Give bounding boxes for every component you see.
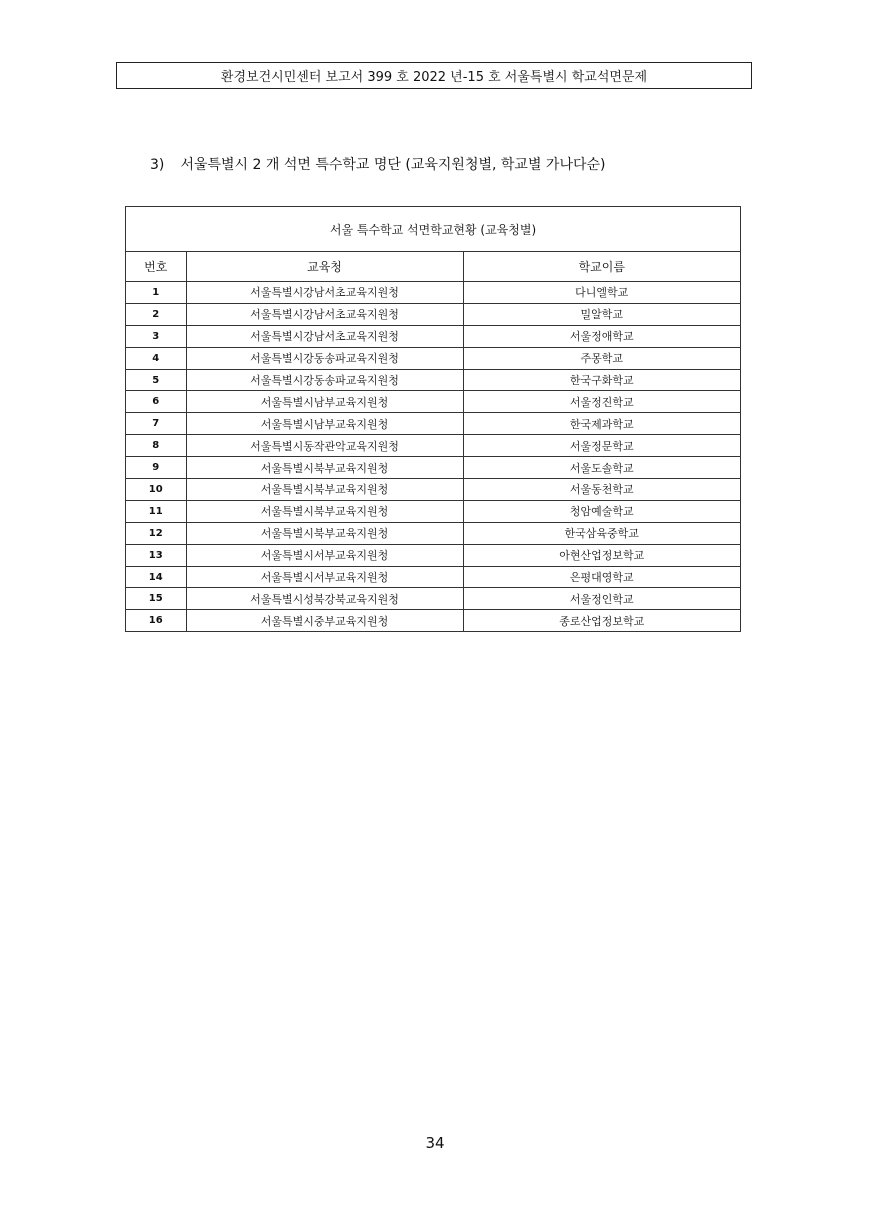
row-office: 서울특별시중부교육지원청 [186, 610, 463, 631]
row-number: 13 [126, 544, 186, 566]
row-school: 다니엘학교 [463, 282, 740, 304]
row-school: 은평대영학교 [463, 566, 740, 588]
column-header-school: 학교이름 [463, 252, 740, 282]
row-number: 4 [126, 347, 186, 369]
row-school: 종로산업정보학교 [463, 610, 740, 631]
row-school: 서울정인학교 [463, 588, 740, 610]
table-title: 서울 특수학교 석면학교현황 (교육청별) [126, 207, 740, 252]
row-number: 9 [126, 457, 186, 479]
table-row [126, 391, 740, 413]
row-office: 서울특별시북부교육지원청 [186, 457, 463, 479]
row-office: 서울특별시서부교육지원청 [186, 544, 463, 566]
row-office: 서울특별시북부교육지원청 [186, 479, 463, 501]
row-school: 한국구화학교 [463, 369, 740, 391]
table-row [126, 369, 740, 391]
row-office: 서울특별시북부교육지원청 [186, 500, 463, 522]
section-heading [150, 154, 605, 174]
table-row [126, 610, 740, 631]
table-body [126, 282, 740, 632]
running-header-text: 환경보건시민센터 보고서 399 호 2022 년-15 호 서울특별시 학교석면문제 [220, 70, 648, 85]
row-school: 한국삼육중학교 [463, 522, 740, 544]
row-school: 서울동천학교 [463, 479, 740, 501]
table-row [126, 544, 740, 566]
table-row [126, 566, 740, 588]
row-office: 서울특별시강남서초교육지원청 [186, 282, 463, 304]
row-school: 서울정문학교 [463, 435, 740, 457]
column-header-office: 교육청 [186, 252, 463, 282]
row-office: 서울특별시남부교육지원청 [186, 413, 463, 435]
row-number: 5 [126, 369, 186, 391]
row-office: 서울특별시성북강북교육지원청 [186, 588, 463, 610]
column-header-number: 번호 [126, 252, 186, 282]
table-row [126, 303, 740, 325]
row-number: 11 [126, 500, 186, 522]
row-number: 12 [126, 522, 186, 544]
table-row [126, 435, 740, 457]
row-office: 서울특별시강남서초교육지원청 [186, 325, 463, 347]
row-number: 3 [126, 325, 186, 347]
row-school: 서울도솔학교 [463, 457, 740, 479]
row-school: 한국제과학교 [463, 413, 740, 435]
row-office: 서울특별시강동송파교육지원청 [186, 369, 463, 391]
table-row [126, 325, 740, 347]
section-number: 3) [150, 157, 165, 173]
row-office: 서울특별시강남서초교육지원청 [186, 303, 463, 325]
row-school: 서울정진학교 [463, 391, 740, 413]
row-number: 14 [126, 566, 186, 588]
section-title: 서울특별시 2 개 석면 특수학교 명단 (교육지원청별, 학교별 가나다순) [180, 157, 606, 173]
row-number: 10 [126, 479, 186, 501]
table-row [126, 588, 740, 610]
row-school: 청암예술학교 [463, 500, 740, 522]
running-header [116, 62, 752, 89]
row-number: 8 [126, 435, 186, 457]
row-school: 서울정애학교 [463, 325, 740, 347]
row-school: 밀알학교 [463, 303, 740, 325]
row-number: 15 [126, 588, 186, 610]
row-office: 서울특별시강동송파교육지원청 [186, 347, 463, 369]
row-number: 1 [126, 282, 186, 304]
row-office: 서울특별시동작관악교육지원청 [186, 435, 463, 457]
table-row [126, 413, 740, 435]
table-row [126, 500, 740, 522]
row-number: 2 [126, 303, 186, 325]
row-number: 6 [126, 391, 186, 413]
table-row [126, 282, 740, 304]
row-office: 서울특별시남부교육지원청 [186, 391, 463, 413]
row-number: 7 [126, 413, 186, 435]
table-row [126, 522, 740, 544]
row-office: 서울특별시서부교육지원청 [186, 566, 463, 588]
table-row [126, 347, 740, 369]
page-number: 34 [425, 1134, 445, 1152]
special-school-table [125, 206, 741, 632]
row-school: 주몽학교 [463, 347, 740, 369]
table-row [126, 479, 740, 501]
row-school: 아현산업정보학교 [463, 544, 740, 566]
table-header-row [126, 252, 740, 282]
row-office: 서울특별시북부교육지원청 [186, 522, 463, 544]
table-grid [126, 252, 740, 631]
row-number: 16 [126, 610, 186, 631]
table-row [126, 457, 740, 479]
